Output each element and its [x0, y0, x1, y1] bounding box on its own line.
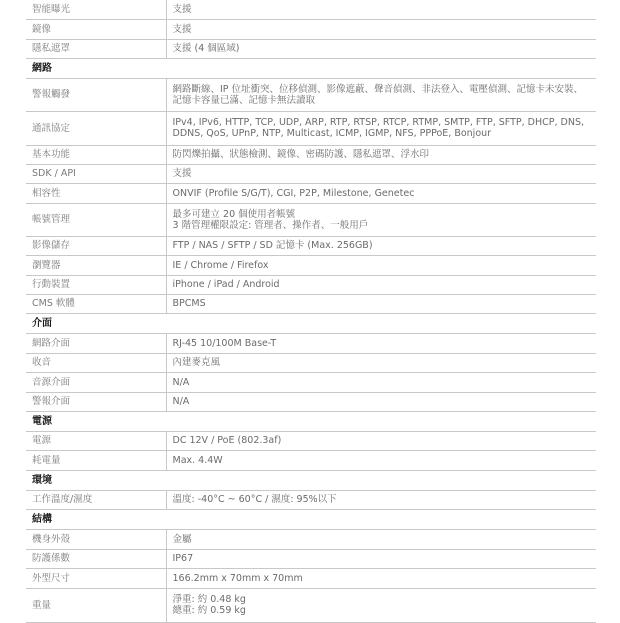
spec-row	[26, 372, 596, 392]
spec-label: 電源	[26, 431, 166, 450]
spec-label: 通訊協定	[26, 111, 166, 145]
spec-value: 支援	[166, 164, 596, 183]
spec-label: 音源介面	[26, 372, 166, 392]
spec-row	[26, 145, 596, 164]
spec-label: 耗電量	[26, 450, 166, 470]
spec-value: 最多可建立 20 個使用者帳號 3 階管理權限設定: 管理者、操作者、一般用戶	[166, 203, 596, 236]
section-header	[26, 470, 596, 490]
spec-row	[26, 549, 596, 568]
spec-row	[26, 255, 596, 275]
spec-value: N/A	[166, 372, 596, 392]
spec-label: 收音	[26, 353, 166, 372]
spec-row	[26, 490, 596, 509]
spec-label: 防護係數	[26, 549, 166, 568]
spec-row	[26, 450, 596, 470]
spec-row	[26, 183, 596, 203]
section-header	[26, 313, 596, 333]
spec-row	[26, 111, 596, 145]
spec-row	[26, 236, 596, 255]
spec-row	[26, 19, 596, 39]
spec-label: 外型尺寸	[26, 568, 166, 588]
spec-value: RJ-45 10/100M Base-T	[166, 333, 596, 353]
spec-row	[26, 164, 596, 183]
spec-value: 淨重: 約 0.48 kg 總重: 約 0.59 kg	[166, 588, 596, 622]
spec-row	[26, 294, 596, 313]
spec-label: 帳號管理	[26, 203, 166, 236]
spec-label: 影像儲存	[26, 236, 166, 255]
spec-value: DC 12V / PoE (802.3af)	[166, 431, 596, 450]
section-header	[26, 411, 596, 431]
section-header	[26, 58, 596, 78]
spec-value: FTP / NAS / SFTP / SD 記憶卡 (Max. 256GB)	[166, 236, 596, 255]
spec-label: 網路介面	[26, 333, 166, 353]
spec-value: 網路斷線、IP 位址衝突、位移偵測、影像遮蔽、聲音偵測、非法登入、電壓偵測、記憶卡未安裝、記憶卡容量已滿、記憶卡無法讀取	[166, 78, 596, 111]
spec-row	[26, 568, 596, 588]
spec-row	[26, 392, 596, 411]
spec-value: BPCMS	[166, 294, 596, 313]
spec-label: 隱私遮罩	[26, 39, 166, 58]
spec-label: 警報介面	[26, 392, 166, 411]
spec-label: 工作溫度/濕度	[26, 490, 166, 509]
spec-label: 鏡像	[26, 19, 166, 39]
spec-value: IE / Chrome / Firefox	[166, 255, 596, 275]
spec-table	[26, 0, 596, 623]
spec-label: 瀏覽器	[26, 255, 166, 275]
section-title: 環境	[26, 470, 596, 490]
spec-label: 警報觸發	[26, 78, 166, 111]
spec-row	[26, 78, 596, 111]
spec-value: 防閃爍拍攝、狀態檢測、鏡像、密碼防護、隱私遮罩、浮水印	[166, 145, 596, 164]
spec-value: 溫度: -40°C ~ 60°C / 濕度: 95%以下	[166, 490, 596, 509]
spec-row	[26, 588, 596, 622]
spec-label: 機身外殼	[26, 529, 166, 549]
spec-value: ONVIF (Profile S/G/T), CGI, P2P, Milestone, Genetec	[166, 183, 596, 203]
spec-row	[26, 333, 596, 353]
section-title: 結構	[26, 509, 596, 529]
spec-value: 支援	[166, 0, 596, 19]
section-title: 網路	[26, 58, 596, 78]
spec-label: 基本功能	[26, 145, 166, 164]
spec-label: 相容性	[26, 183, 166, 203]
spec-row	[26, 203, 596, 236]
spec-value: 166.2mm x 70mm x 70mm	[166, 568, 596, 588]
spec-row	[26, 431, 596, 450]
spec-value: iPhone / iPad / Android	[166, 275, 596, 294]
spec-label: SDK / API	[26, 164, 166, 183]
spec-row	[26, 529, 596, 549]
spec-value: 內建麥克風	[166, 353, 596, 372]
spec-value: N/A	[166, 392, 596, 411]
spec-value: 支援 (4 個區域)	[166, 39, 596, 58]
spec-value: Max. 4.4W	[166, 450, 596, 470]
spec-row	[26, 275, 596, 294]
spec-label: 重量	[26, 588, 166, 622]
spec-value: 金屬	[166, 529, 596, 549]
spec-label: 行動裝置	[26, 275, 166, 294]
spec-row	[26, 0, 596, 19]
section-title: 介面	[26, 313, 596, 333]
spec-row	[26, 353, 596, 372]
spec-table-body	[26, 0, 596, 622]
spec-value: IP67	[166, 549, 596, 568]
section-header	[26, 509, 596, 529]
spec-label: 智能曝光	[26, 0, 166, 19]
spec-row	[26, 39, 596, 58]
spec-value: 支援	[166, 19, 596, 39]
spec-value: IPv4, IPv6, HTTP, TCP, UDP, ARP, RTP, RTSP, RTCP, RTMP, SMTP, FTP, SFTP, DHCP, DNS, DDNS, QoS, UPnP, NTP, Multicast, ICMP, IGMP, NFS, PPPoE, Bonjour	[166, 111, 596, 145]
section-title: 電源	[26, 411, 596, 431]
spec-label: CMS 軟體	[26, 294, 166, 313]
